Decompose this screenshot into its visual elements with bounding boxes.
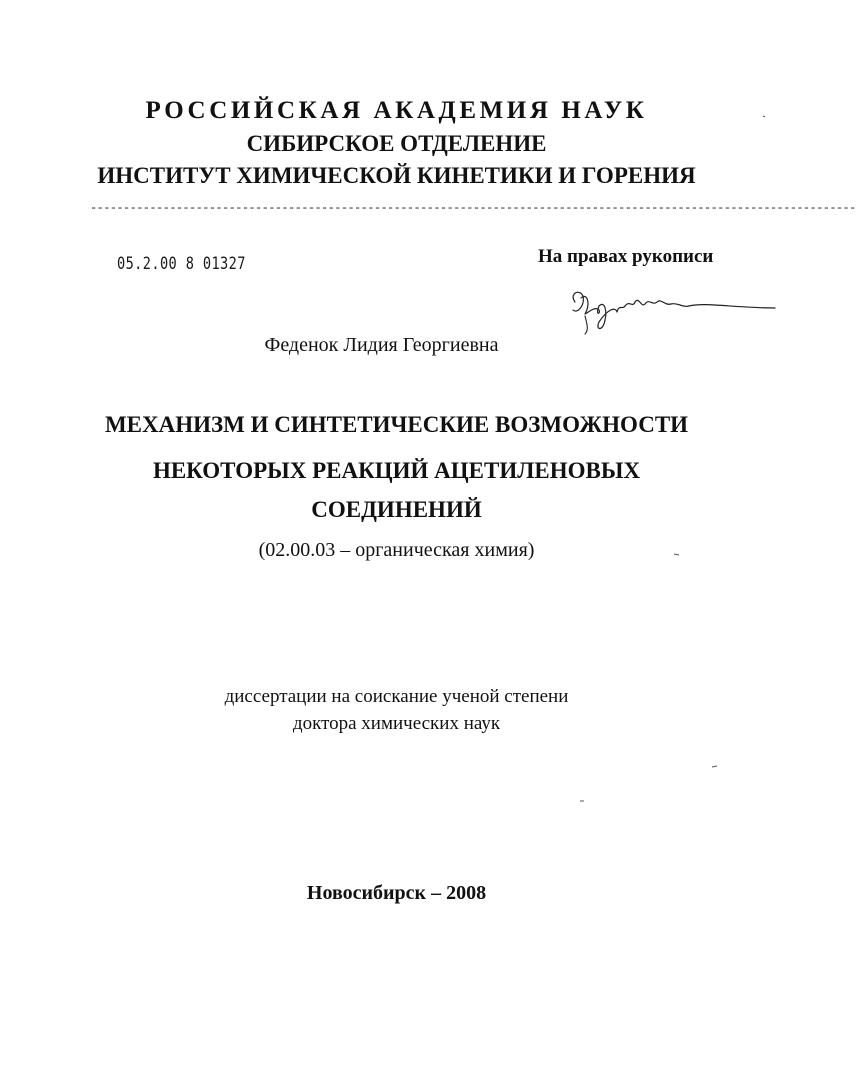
- dashed-separator: --------------------------------------------------------------------------------------------------------------------: [90, 201, 856, 215]
- branch-name: СИБИРСКОЕ ОТДЕЛЕНИЕ: [246, 131, 547, 156]
- degree-line-1: диссертации на соискание ученой степени: [224, 686, 569, 707]
- scan-speck: [580, 800, 586, 803]
- author-name: Феденок Лидия Георгиевна: [264, 334, 499, 356]
- organization-name: РОССИЙСКАЯ АКАДЕМИЯ НАУК: [145, 97, 648, 124]
- manuscript-note: На правах рукописи: [538, 246, 714, 267]
- scan-speck: [674, 553, 680, 556]
- dissertation-title-line-3: СОЕДИНЕНИЙ: [311, 497, 482, 522]
- scan-speck: [712, 765, 718, 768]
- city-year: Новосибирск – 2008: [306, 882, 487, 904]
- registration-stamp: 05.2.00 8 01327: [117, 254, 246, 274]
- scan-speck: [763, 115, 769, 118]
- specialty-code: (02.00.03 – органическая химия): [258, 539, 535, 561]
- dissertation-title-line-2: НЕКОТОРЫХ РЕАКЦИЙ АЦЕТИЛЕНОВЫХ: [152, 458, 641, 483]
- dissertation-title-line-1: МЕХАНИЗМ И СИНТЕТИЧЕСКИЕ ВОЗМОЖНОСТИ: [104, 412, 689, 437]
- degree-line-2: доктора химических наук: [292, 713, 501, 734]
- institute-name: ИНСТИТУТ ХИМИЧЕСКОЙ КИНЕТИКИ И ГОРЕНИЯ: [97, 163, 696, 188]
